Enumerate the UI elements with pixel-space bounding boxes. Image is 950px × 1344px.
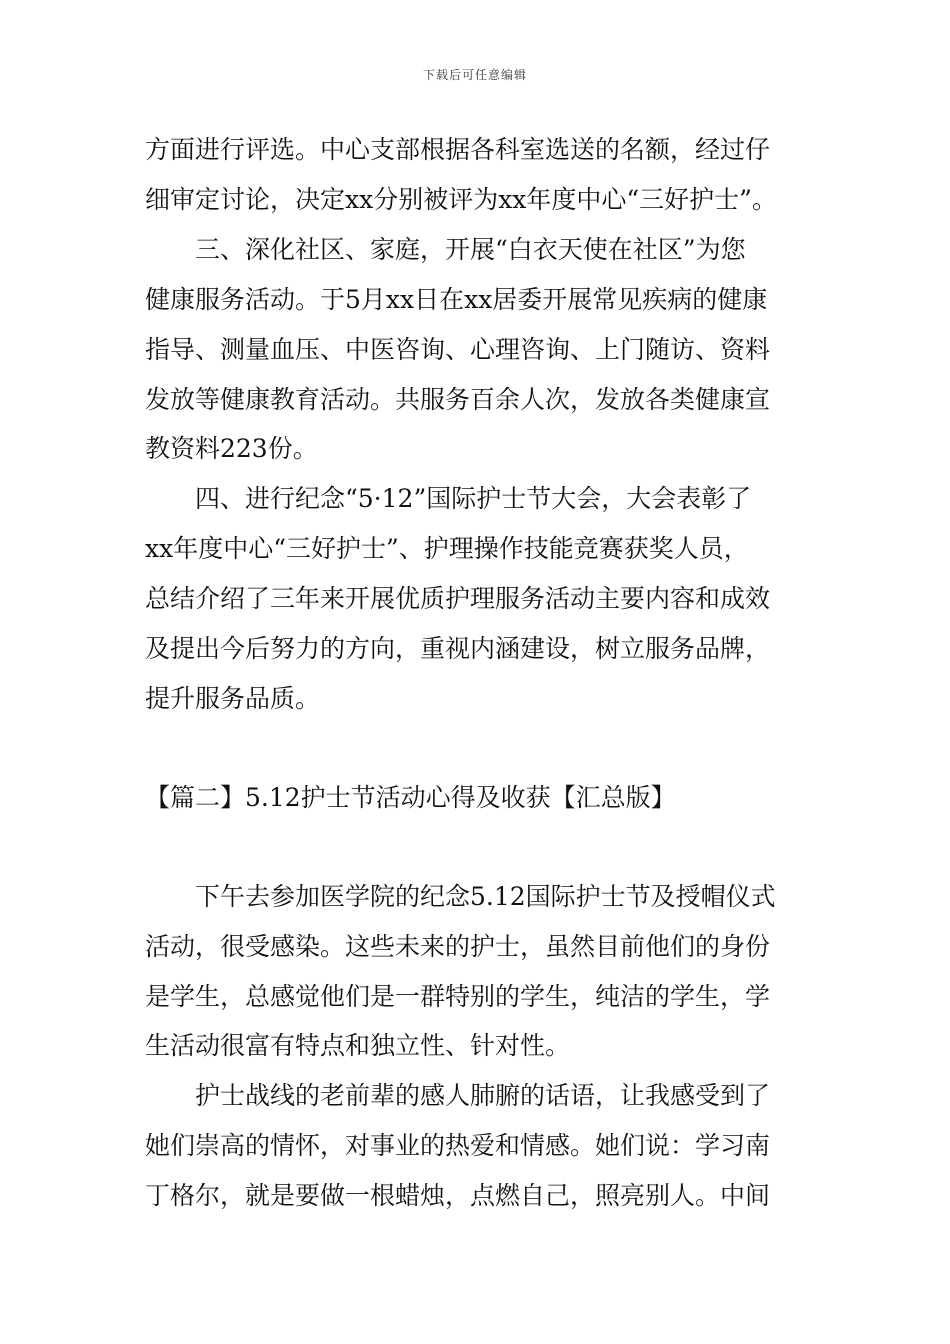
text-line: 及提出今后努力的方向，重视内涵建设，树立服务品牌，: [145, 634, 771, 663]
text-line: 丁格尔，就是要做一根蜡烛，点燃自己，照亮别人。中间: [145, 1181, 771, 1210]
text-line: 指导、测量血压、中医咨询、心理咨询、上门随访、资料: [145, 335, 771, 364]
text-line: 提升服务品质。: [145, 684, 321, 713]
text-line: 发放等健康教育活动。共服务百余人次，发放各类健康宣: [145, 385, 771, 414]
text-line: 三、深化社区、家庭，开展“白衣天使在社区”为您: [195, 235, 746, 264]
text-line: 是学生，总感觉他们是一群特别的学生，纯洁的学生，学: [145, 982, 771, 1011]
text-line: 总结介绍了三年来开展优质护理服务活动主要内容和成效: [145, 584, 771, 613]
text-line: 四、进行纪念“5·12”国际护士节大会，大会表彰了: [195, 484, 752, 513]
text-line: 健康服务活动。于5月xx日在xx居委开展常见疾病的健康: [145, 285, 768, 314]
page-header: 下载后可任意编辑: [422, 68, 527, 82]
text-line: 教资料223份。: [145, 434, 318, 463]
text-line: 护士战线的老前辈的感人肺腑的话语，让我感受到了: [195, 1081, 771, 1110]
text-line: 生活动很富有特点和独立性、针对性。: [145, 1031, 571, 1060]
text-line: 活动，很受感染。这些未来的护士，虽然目前他们的身份: [145, 932, 771, 961]
text-line: 她们崇高的情怀，对事业的热爱和情感。她们说：学习南: [145, 1131, 771, 1160]
text-line: 方面进行评选。中心支部根据各科室选送的名额，经过仔: [145, 135, 771, 164]
section-heading: 【篇二】5.12护士节活动心得及收获【汇总版】: [145, 783, 676, 812]
text-line: xx年度中心“三好护士”、护理操作技能竞赛获奖人员，: [145, 534, 749, 563]
text-line: 下午去参加医学院的纪念5.12国际护士节及授帽仪式: [195, 882, 776, 911]
text-line: 细审定讨论，决定xx分别被评为xx年度中心“三好护士”。: [145, 185, 777, 214]
